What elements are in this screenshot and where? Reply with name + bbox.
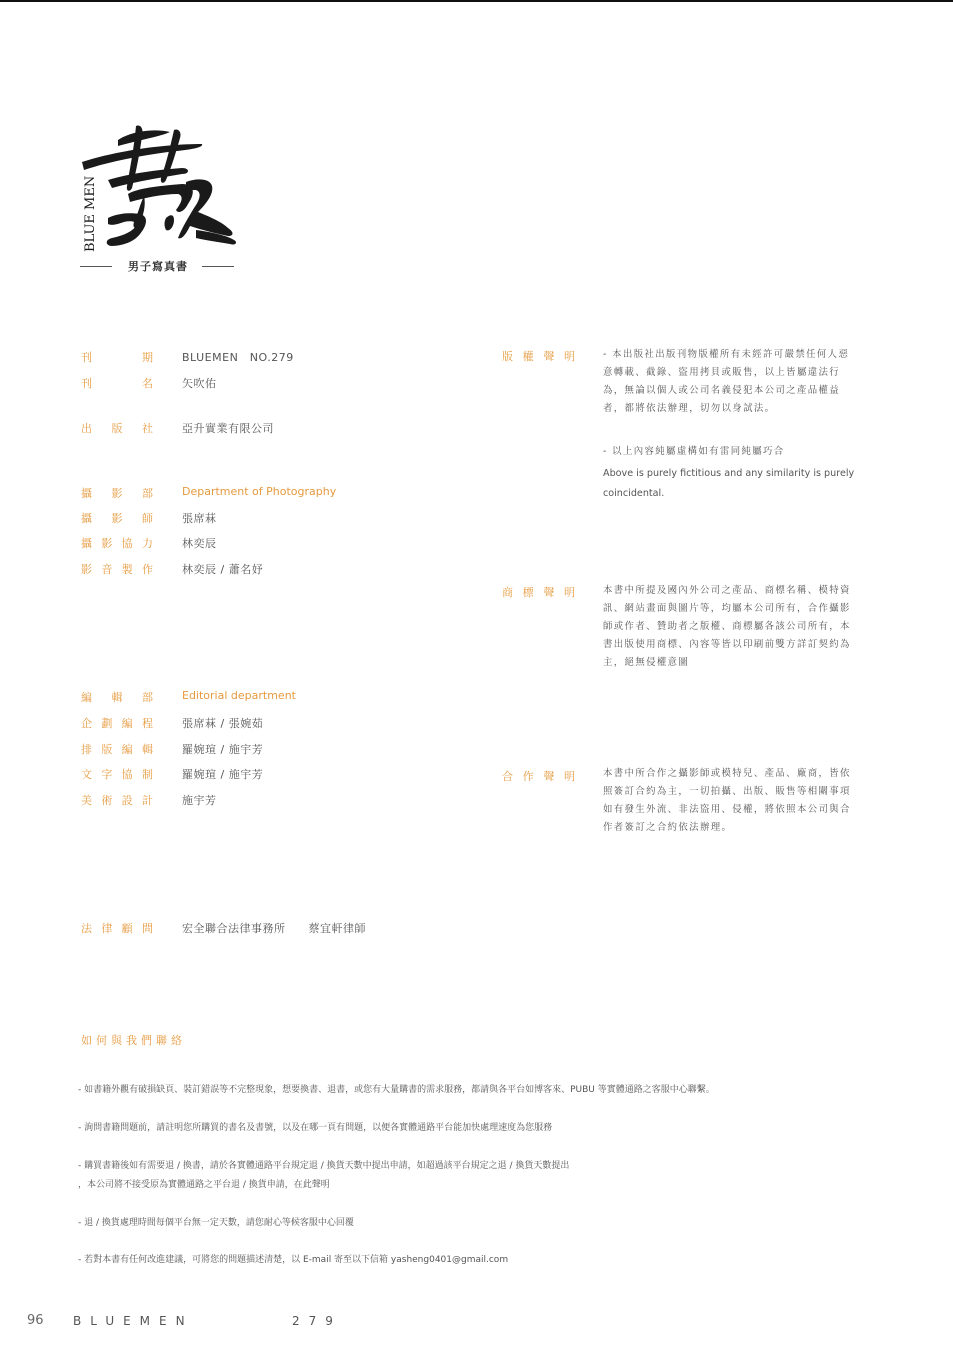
contact-title: 如何與我們聯絡 bbox=[81, 1034, 186, 1047]
statement-label-char: 聲 bbox=[543, 350, 555, 363]
cooperation-label bbox=[502, 768, 575, 784]
credit-label-char: 版 bbox=[101, 743, 113, 756]
logo-subtitle-text: 男子寫真書 bbox=[128, 260, 188, 273]
copyright-text: - 本出版社出版刊物版權所有未經許可嚴禁任何人惡意轉載、截錄、盜用拷貝或販售，以上皆屬違法行為，無論以個人或公司名義侵犯本公司之產品權益者，都將依法辦理，切勿以身試法。 bbox=[603, 349, 850, 414]
credit-value: 張席菻 bbox=[182, 512, 217, 525]
credit-value: 施宇芳 bbox=[182, 794, 217, 807]
credit-label-char: 攝 bbox=[81, 487, 92, 500]
credit-row bbox=[81, 510, 217, 526]
statement-label-char: 聲 bbox=[543, 770, 555, 783]
contact-note: - 如書籍外觀有破損缺頁、裝訂錯誤等不完整現象，想要換書、退書，或您有大量購書的需求服務，都請與各平台如博客來、PUBU 等實體通路之客服中心聯繫。 bbox=[78, 1085, 715, 1095]
credit-row bbox=[81, 561, 264, 577]
credit-value: 亞升實業有限公司 bbox=[182, 422, 274, 435]
credit-label-char: 部 bbox=[142, 487, 153, 500]
footer-brand: BLUEMEN bbox=[73, 1314, 194, 1328]
credit-label-char: 輯 bbox=[111, 691, 123, 704]
contact-note: - 詢問書籍問題前，請註明您所購買的書名及書號，以及在哪一頁有問題，以便各實體通路平台能加快處理速度為您服務 bbox=[78, 1123, 553, 1133]
credit-label-char: 顧 bbox=[121, 922, 133, 935]
credit-label bbox=[81, 561, 153, 577]
contact-note: - 購買書籍後如有需要退 / 換書，請於各實體通路平台規定退 / 換貨天數中提出申請，如超過該平台規定之退 / 換貨天數提出 bbox=[78, 1161, 570, 1171]
statement-label-char: 版 bbox=[502, 350, 513, 363]
credit-label-char: 問 bbox=[141, 922, 153, 935]
credit-row bbox=[81, 349, 294, 365]
credit-label-char: 美 bbox=[81, 794, 92, 807]
top-rule bbox=[0, 0, 953, 2]
credit-label bbox=[81, 535, 153, 551]
calligraphy-logo-icon bbox=[78, 122, 248, 262]
credit-label-char: 音 bbox=[101, 563, 113, 576]
credit-label-char: 律 bbox=[101, 922, 113, 935]
credit-label bbox=[81, 741, 153, 757]
credit-label-char: 字 bbox=[101, 768, 113, 781]
statement-label-char: 聲 bbox=[543, 586, 555, 599]
credit-row bbox=[81, 715, 264, 731]
credit-label-char: 制 bbox=[141, 768, 153, 781]
fiction-note-en: Above is purely fictitious and any similarity is purely coincidental. bbox=[603, 468, 855, 499]
contact-note: - 若對本書有任何改進建議，可將您的問題描述清楚，以 E-mail 寄至以下信箱 yasheng0401@gmail.com bbox=[78, 1255, 509, 1265]
credit-row bbox=[81, 766, 264, 782]
credit-label bbox=[81, 485, 153, 501]
credit-label bbox=[81, 715, 153, 731]
statement-label-char: 明 bbox=[563, 770, 575, 783]
credit-value: BLUEMEN NO.279 bbox=[182, 351, 294, 364]
statement-label-char: 合 bbox=[502, 770, 513, 783]
credit-row bbox=[81, 535, 217, 551]
credit-value: 羅婉瑄 / 施宇芳 bbox=[182, 768, 264, 781]
credit-label-char: 出 bbox=[81, 422, 92, 435]
contact-note: - 退 / 換貨處理時間每個平台無一定天數，請您耐心等候客服中心回覆 bbox=[78, 1218, 354, 1228]
statement-label-char: 商 bbox=[502, 586, 513, 599]
credit-label-char: 輯 bbox=[141, 743, 153, 756]
credit-label bbox=[81, 920, 153, 936]
credit-label-char: 文 bbox=[81, 768, 92, 781]
credit-label-char: 作 bbox=[141, 563, 153, 576]
credit-row bbox=[81, 420, 274, 436]
subtitle-rule-left bbox=[80, 266, 112, 267]
credit-label-char: 計 bbox=[141, 794, 153, 807]
credit-label-char: 攝 bbox=[81, 512, 92, 525]
credit-label-char: 期 bbox=[142, 351, 153, 364]
logo-vertical-text: BLUE MEN bbox=[83, 175, 98, 252]
statement-label-char: 明 bbox=[563, 586, 575, 599]
cooperation-text: 本書中所合作之攝影師或模特兒、產品、廠商，皆依照簽訂合約為主，一切拍攝、出版、販售等相關事項如有發生外流、非法盜用、侵權，將依照本公司與合作者簽訂之合約依法辦理。 bbox=[603, 768, 851, 833]
statement-label-char: 權 bbox=[522, 350, 534, 363]
credit-label bbox=[81, 689, 153, 705]
statement-label-char: 標 bbox=[522, 586, 534, 599]
credit-label-char: 社 bbox=[142, 422, 153, 435]
credit-label bbox=[81, 766, 153, 782]
credit-label-char: 版 bbox=[111, 422, 123, 435]
credit-label-char: 影 bbox=[111, 512, 123, 525]
credit-row bbox=[81, 920, 366, 936]
credit-label-char: 影 bbox=[101, 537, 113, 550]
credit-label-char: 名 bbox=[142, 377, 153, 390]
trademark-text: 本書中所提及國內外公司之產品、商標名稱、模特資訊、網站畫面與圖片等，均屬本公司所有，合作攝影師或作者、贊助者之版權、商標屬各該公司所有，本書出版使用商標、內容等皆以印刷前雙方詳訂契約為主，絕無侵權意圖 bbox=[603, 585, 851, 668]
credit-label bbox=[81, 510, 153, 526]
credit-value: Editorial department bbox=[182, 689, 296, 702]
credit-row bbox=[81, 741, 264, 757]
credit-label-char: 師 bbox=[142, 512, 153, 525]
subtitle-rule-right bbox=[202, 266, 234, 267]
page-number: 96 bbox=[27, 1313, 44, 1328]
statement-label-char: 明 bbox=[563, 350, 575, 363]
trademark-label bbox=[502, 584, 575, 600]
credit-value: Department of Photography bbox=[182, 485, 337, 498]
credit-label bbox=[81, 375, 153, 391]
credit-label-char: 法 bbox=[81, 922, 92, 935]
credit-value: 林奕辰 / 蕭名妤 bbox=[182, 563, 264, 576]
credit-value: 張席菻 / 張婉茹 bbox=[182, 717, 264, 730]
credit-label-char: 劃 bbox=[101, 717, 113, 730]
credit-label-char: 術 bbox=[101, 794, 113, 807]
credit-label-char: 協 bbox=[121, 768, 133, 781]
credit-label-char: 刊 bbox=[81, 351, 92, 364]
credit-label-char: 排 bbox=[81, 743, 92, 756]
credit-value: 羅婉瑄 / 施宇芳 bbox=[182, 743, 264, 756]
credit-label-char: 製 bbox=[121, 563, 133, 576]
credit-label-char: 部 bbox=[142, 691, 153, 704]
logo-subtitle bbox=[80, 258, 234, 274]
credit-label-char: 影 bbox=[81, 563, 92, 576]
credit-label-char: 編 bbox=[121, 717, 133, 730]
credit-label bbox=[81, 420, 153, 436]
credit-value: 宏全聯合法律事務所 蔡宜軒律師 bbox=[182, 922, 366, 935]
copyright-label bbox=[502, 348, 575, 364]
fiction-note: - 以上內容純屬虛構如有雷同純屬巧合 bbox=[603, 446, 785, 457]
credit-value: 林奕辰 bbox=[182, 537, 217, 550]
credit-label-char: 影 bbox=[111, 487, 123, 500]
contact-note: ，本公司將不接受原為實體通路之平台退 / 換貨申請，在此聲明 bbox=[78, 1180, 330, 1190]
credit-label-char: 企 bbox=[81, 717, 92, 730]
credit-value: 矢吹佑 bbox=[182, 377, 217, 390]
credit-label-char: 編 bbox=[81, 691, 92, 704]
credit-label-char: 刊 bbox=[81, 377, 92, 390]
credit-label-char: 編 bbox=[121, 743, 133, 756]
credit-row bbox=[81, 375, 217, 391]
credit-label bbox=[81, 349, 153, 365]
credit-row bbox=[81, 792, 217, 808]
statement-label-char: 作 bbox=[522, 770, 534, 783]
credit-label-char: 程 bbox=[141, 717, 153, 730]
credit-label-char: 力 bbox=[141, 537, 153, 550]
credit-row bbox=[81, 485, 337, 501]
credit-label bbox=[81, 792, 153, 808]
credit-label-char: 協 bbox=[121, 537, 133, 550]
credit-label-char: 設 bbox=[121, 794, 133, 807]
footer-issue: 279 bbox=[292, 1314, 342, 1328]
credit-row bbox=[81, 689, 296, 705]
credit-label-char: 攝 bbox=[81, 537, 92, 550]
